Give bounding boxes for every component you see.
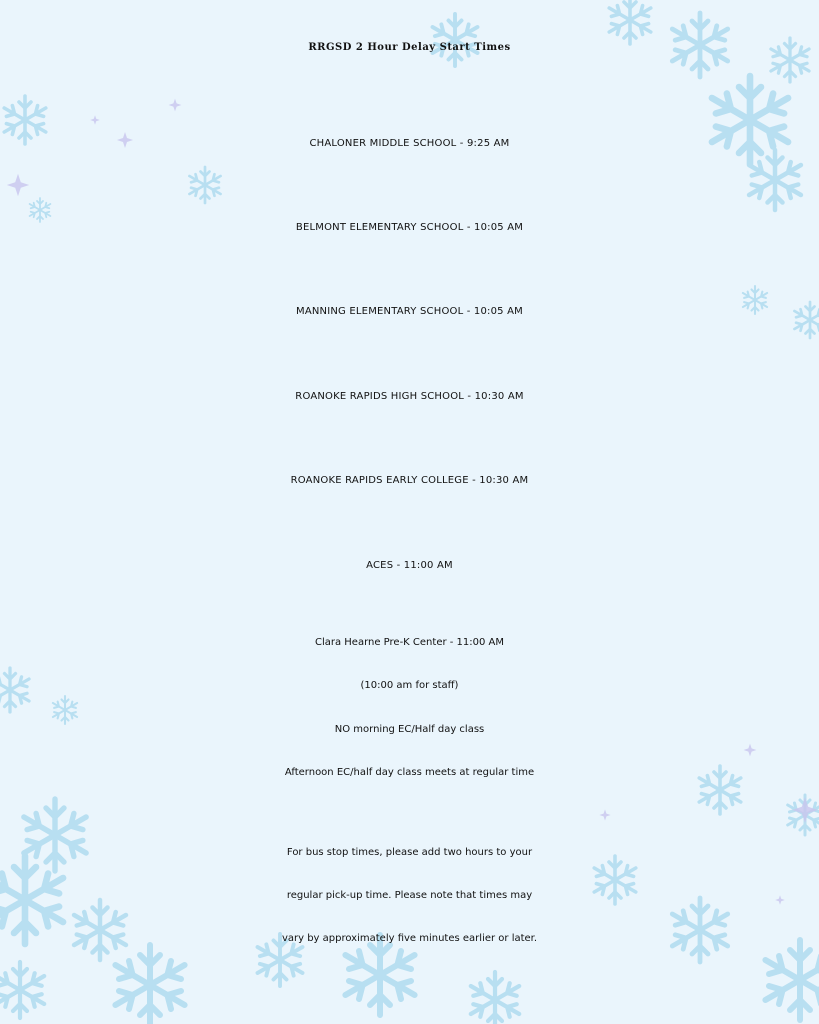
school-start-time: MANNING ELEMENTARY SCHOOL - 10:05 AM	[296, 306, 523, 317]
page-title: RRGSD 2 Hour Delay Start Times	[308, 42, 511, 53]
school-start-time: ACES - 11:00 AM	[366, 560, 453, 571]
school-start-time: ROANOKE RAPIDS HIGH SCHOOL - 10:30 AM	[295, 391, 524, 402]
prek-morning-note: NO morning EC/Half day class	[334, 724, 485, 735]
prek-afternoon-note: Afternoon EC/half day class meets at regular time	[284, 767, 535, 778]
bus-note-line: For bus stop times, please add two hours to your	[286, 847, 533, 858]
school-start-time: BELMONT ELEMENTARY SCHOOL - 10:05 AM	[295, 222, 524, 233]
school-start-time: CHALONER MIDDLE SCHOOL - 9:25 AM	[309, 138, 510, 149]
prek-staff-time: (10:00 am for staff)	[360, 680, 459, 691]
bus-note-line: regular pick-up time. Please note that times may	[286, 890, 533, 901]
school-start-time: ROANOKE RAPIDS EARLY COLLEGE - 10:30 AM	[290, 475, 529, 486]
prek-start-time: Clara Hearne Pre-K Center - 11:00 AM	[314, 637, 505, 648]
bus-note-line: vary by approximately five minutes earlier or later.	[281, 933, 538, 944]
